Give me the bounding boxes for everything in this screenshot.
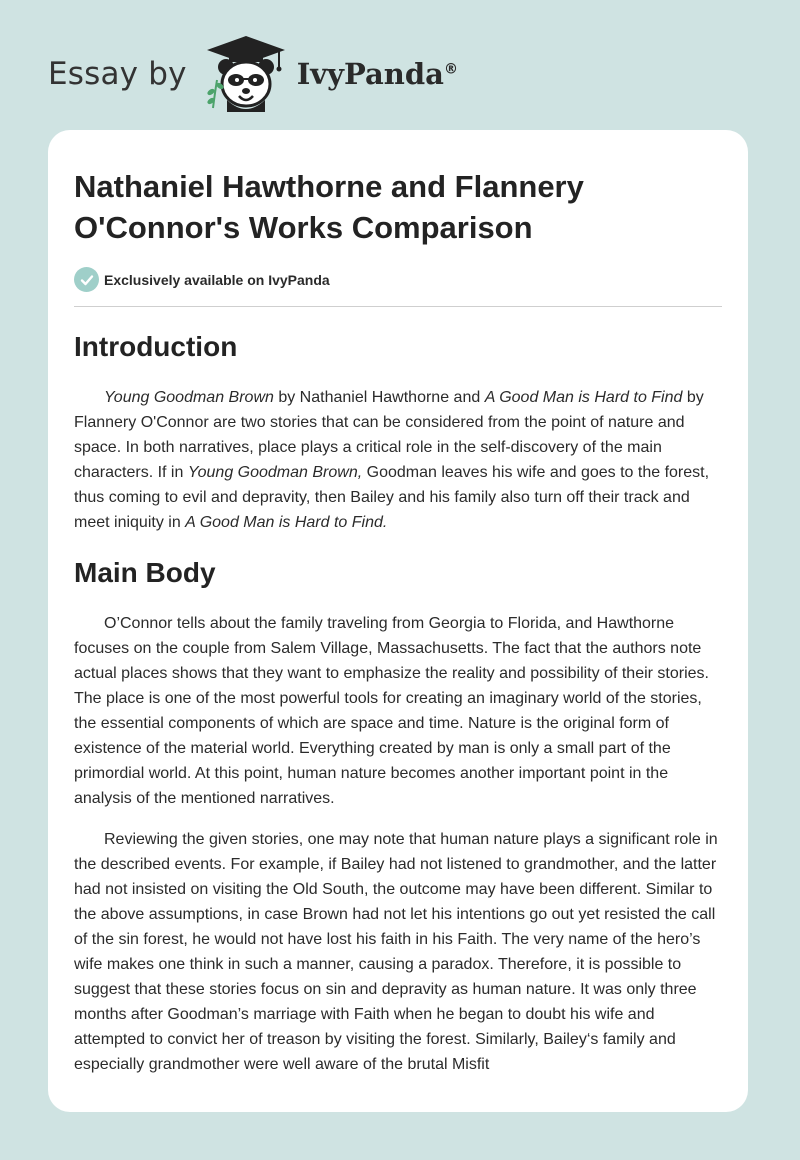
body-paragraph-2	[74, 827, 722, 1077]
section-heading-main-body: Main Body	[74, 557, 216, 588]
text-run: Goodman leaves his wife and goes to the forest, thus coming to evil and depravity, then Bailey and his family also turn off their track and meet iniquity in	[74, 464, 710, 531]
text-run: by Nathaniel Hawthorne and	[273, 389, 485, 406]
page-title	[74, 166, 722, 248]
exclusive-badge	[74, 267, 722, 307]
title-line-2: O'Connor's Works Comparison	[74, 210, 533, 245]
text-run: by Flannery O'Connor are two stories that can be considered from the point of nature and space. In both narratives, place plays a critical role in the self-discovery of the main characters. If in	[74, 389, 704, 481]
essay-card	[48, 130, 748, 1112]
panda-graduate-logo-icon[interactable]	[201, 34, 291, 114]
brand-name[interactable]	[297, 57, 458, 91]
check-icon	[74, 267, 99, 292]
text-run: Reviewing the given stories, one may note that human nature plays a significant role in the described events. For example, if Bailey had not listened to grandmother, and the latter had not insisted on visiting the Old South, the outcome may have been different. Similar to the above assumptions, in case Brown had not let his intentions go out yet resisted the call of the sin forest, he would not have lost his faith in his Faith. The very name of the hero’s wife makes one think in such a manner, causing a paradox. Therefore, it is possible to suggest that these stories focus on sin and depravity as human nature. It was only three months after Goodman’s marriage with Faith when he began to doubt his wife and attempted to convict her of treason by visiting the forest. Similarly, Bailey‘s family and especially grandmother were well aware of the brutal Misfit	[74, 831, 718, 1073]
registered-mark: ®	[443, 61, 458, 78]
site-header	[48, 34, 458, 114]
body-paragraph-1	[74, 611, 722, 811]
italic-title-run: A Good Man is Hard to Find	[484, 389, 683, 406]
title-line-1: Nathaniel Hawthorne and Flannery	[74, 169, 584, 204]
italic-title-run: A Good Man is Hard to Find.	[185, 514, 388, 531]
brand-name-text: IvyPanda	[296, 57, 444, 91]
brand-prefix: Essay by	[48, 56, 187, 92]
text-run: O’Connor tells about the family traveling from Georgia to Florida, and Hawthorne focuses on the couple from Salem Village, Massachusetts. The fact that the authors note actual places shows that they want to emphasize the reality and possibility of their stories. The place is one of the most powerful tools for creating an imaginary world of the stories, the essential components of which are space and time. Nature is the original form of existence of the material world. Everything created by man is only a small part of the primordial world. At this point, human nature becomes another important point in the analysis of the mentioned narratives.	[74, 615, 709, 807]
intro-paragraph	[74, 385, 722, 535]
italic-title-run: Young Goodman Brown,	[187, 464, 363, 481]
italic-title-run: Young Goodman Brown	[104, 389, 274, 406]
section-heading-introduction: Introduction	[74, 331, 238, 362]
exclusive-badge-text: Exclusively available on IvyPanda	[104, 271, 330, 288]
